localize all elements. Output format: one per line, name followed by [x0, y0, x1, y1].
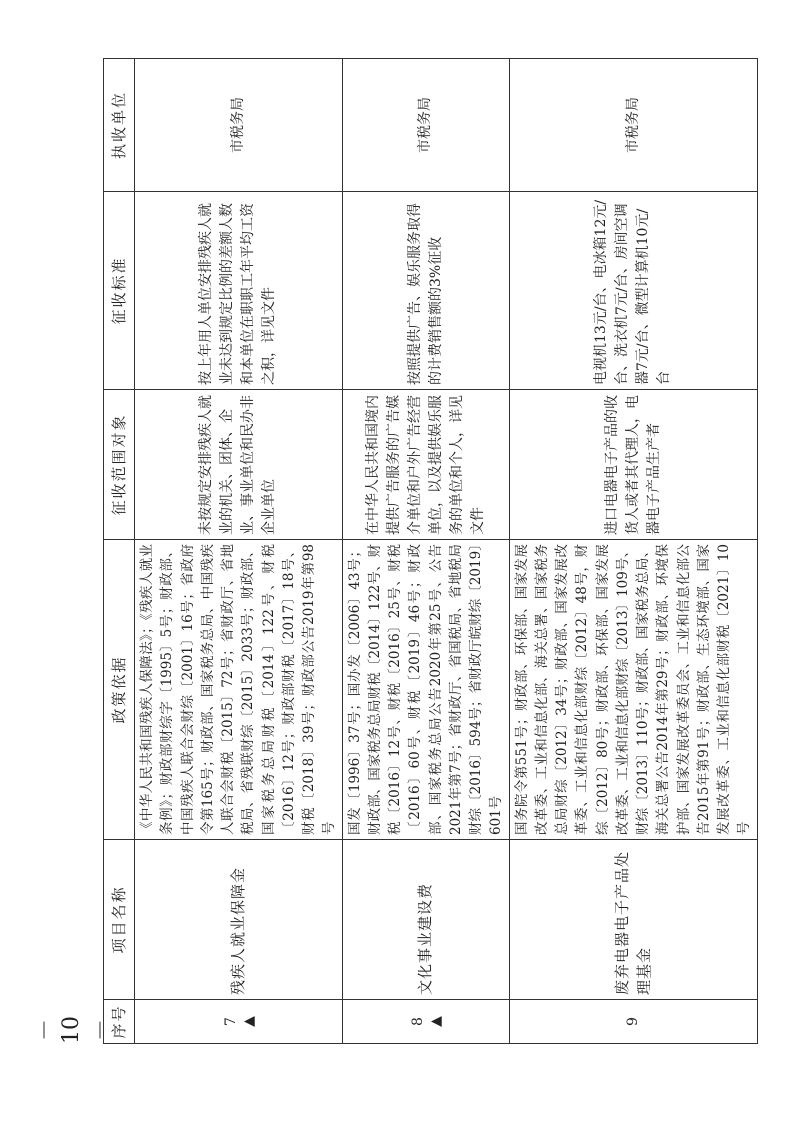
row-standard: 按照提供广告、娱乐服务取得的计费销售额的3%征收	[342, 192, 509, 390]
rotated-table-wrapper	[103, 59, 753, 1044]
row-standard: 电视机13元/台、电冰箱12元/台、洗衣机7元/台、房间空调器7元/台、微型计算机10元/台	[509, 192, 757, 390]
table-header-row	[104, 59, 135, 1044]
row-name: 残疾人就业保障金	[135, 840, 343, 1000]
row-basis: 国务院令第551号；财政部、环保部、国家发展改革委、工业和信息化部、海关总署、国家税务总局财综〔2012〕34号；财政部、国家发展改革委、工业和信息化部财综〔2012〕48号，财综〔2012〕80号；财政部、环保部、国家发展改革委、工业和信息化部财综〔2013〕109号、财综〔2013〕110号；财政部、国家税务总局、海关总署公告2014年第29号；财政部、环境保护部、国家发展改革委员会、工业和信息化部公告2015年第91号；财政部、生态环境部、国家发展改革委、工业和信息化部财税〔2021〕10号	[509, 540, 757, 840]
row-scope: 未按规定安排残疾人就业的机关、团体、企业、事业单位和民办非企业单位	[135, 390, 343, 540]
triangle-mark-icon: ▲	[240, 1016, 257, 1027]
triangle-mark-icon: ▲	[428, 1016, 444, 1027]
row-seq: 9	[624, 1017, 641, 1026]
row-seq: 8	[410, 1017, 426, 1026]
row-name: 文化事业建设费	[342, 840, 509, 1000]
row-org: 市税务局	[509, 59, 757, 192]
row-org: 市税务局	[342, 59, 509, 192]
header-basis: 政策依据	[104, 540, 135, 840]
row-seq-cell	[135, 1000, 343, 1044]
row-scope: 进口电器电子产品的收货人或者其代理人，电器电子产品生产者	[509, 390, 757, 540]
page-number: － 10 －	[33, 1016, 114, 1044]
table-row	[135, 59, 343, 1044]
row-seq-cell	[342, 1000, 509, 1044]
table-row	[509, 59, 757, 1044]
header-name: 项目名称	[104, 840, 135, 1000]
table-row	[342, 59, 509, 1044]
header-standard: 征收标准	[104, 192, 135, 390]
fee-table	[103, 58, 758, 1044]
row-basis: 国发〔1996〕37号；国办发〔2006〕43号；财政部、国家税务总局财税〔2014〕122号、财税〔2016〕12号、财税〔2016〕25号、财税〔2016〕60号、财税〔2019〕46号；财政部、国家税务总局公告2020年第25号、公告2021年第7号；省财政厅、省国税局、省地税局财综〔2016〕594号；省财政厅皖财综〔2019〕601号	[342, 540, 509, 840]
row-standard: 按上年用人单位安排残疾人就业未达到规定比例的差额人数和本单位在职职工年平均工资之积，详见文件	[135, 192, 343, 390]
row-scope: 在中华人民共和国境内提供广告服务的广告媒介单位和户外广告经营单位，以及提供娱乐服务的单位和个人，详见文件	[342, 390, 509, 540]
header-seq: 序号	[104, 1000, 135, 1044]
header-org: 执收单位	[104, 59, 135, 192]
row-name: 废弃电器电子产品处理基金	[509, 840, 757, 1000]
row-basis: 《中华人民共和国残疾人保障法》；《残疾人就业条例》；财政部财综字〔1995〕5号；财政部、中国残疾人联合会财综〔2001〕16号；省政府令第165号；财政部、国家税务总局、中国残疾人联合会财税〔2015〕72号；省财政厅、省地税局、省残联财综〔2015〕2033号；财政部、国家税务总局财税〔2014〕122号、财税〔2016〕12号；财政部财税〔2017〕18号、财税〔2018〕39号；财政部公告2019年第98号	[135, 540, 343, 840]
row-org: 市税务局	[135, 59, 343, 192]
row-seq-cell	[509, 1000, 757, 1044]
header-scope: 征收范围对象	[104, 390, 135, 540]
row-seq: 7	[222, 1017, 239, 1026]
